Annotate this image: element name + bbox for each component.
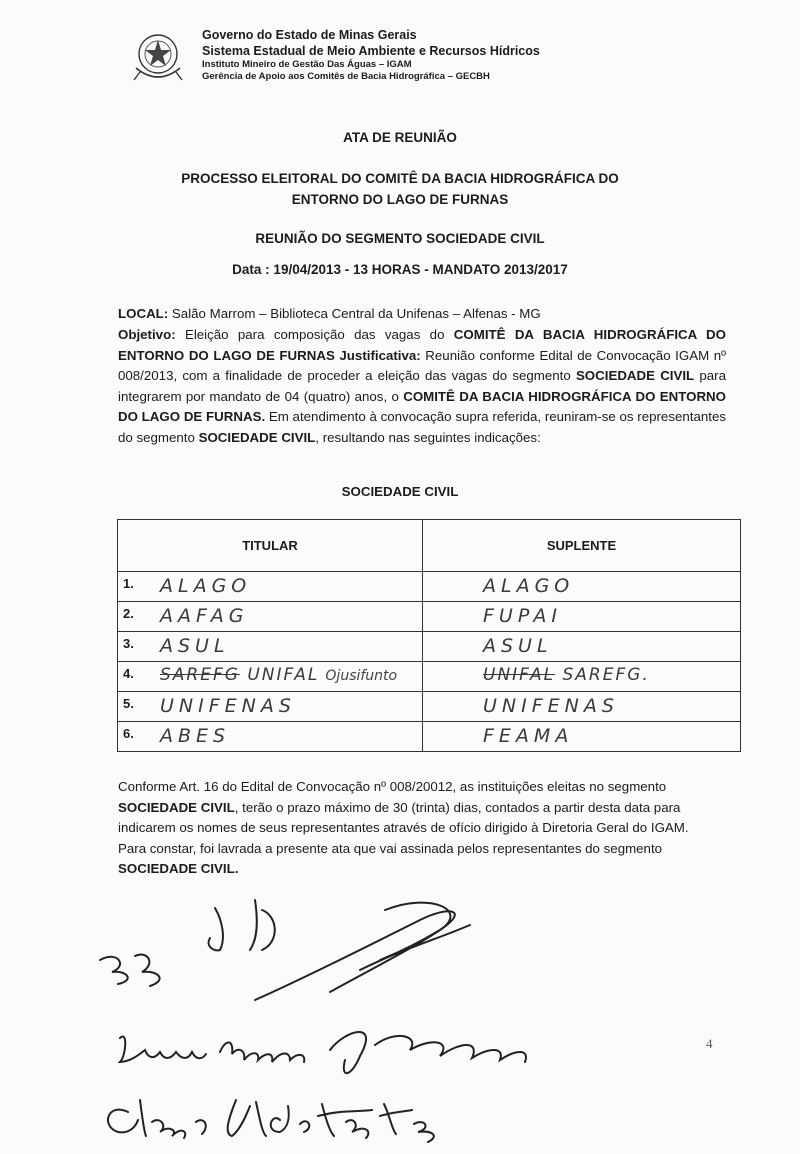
justification-text-4: , resultando nas seguintes indicações: <box>315 429 541 445</box>
meeting-location <box>118 304 726 325</box>
suplente-correction: SAREFG. <box>562 665 650 685</box>
titular-correction: UNIFAL <box>247 665 320 685</box>
table-row <box>118 722 741 752</box>
titular-cell <box>118 692 423 722</box>
deadline-paragraph <box>118 777 726 839</box>
deadline-text-2: , terão o prazo máximo de 30 (trinta) dias, contados a partir desta data para indicarem os nomes de seus representantes através de ofício dirigido à Diretoria Geral do IGAM. <box>118 799 689 835</box>
justification-text: Reunião conforme Edital de Convocação IGAM nº 008/2013, com a finalidade de proceder a eleição das vagas do segmento <box>118 347 726 383</box>
meeting-title: REUNIÃO DO SEGMENTO SOCIEDADE CIVIL <box>255 231 545 246</box>
signatures-area <box>0 880 800 1154</box>
titular-cell <box>118 632 423 662</box>
objective-committee: COMITÊ DA BACIA HIDROGRÁFICA DO ENTORNO DO LAGO DE FURNAS <box>118 327 726 363</box>
suplente-name: ALAGO <box>483 575 575 597</box>
table-row <box>118 572 741 602</box>
titular-name <box>160 665 397 685</box>
segment-name-2: SOCIEDADE CIVIL <box>198 429 316 445</box>
justification-text-2: para integrarem por mandato de 04 (quatro) anos, o <box>118 368 727 404</box>
suplente-cell <box>423 572 741 602</box>
row-number: 6. <box>123 726 134 741</box>
objective-text: Eleição para composição das vagas do <box>175 327 454 342</box>
struck-suplente: UNIFAL <box>483 665 556 685</box>
objective-label: Objetivo: <box>118 327 176 342</box>
column-suplente: SUPLENTE <box>423 520 741 572</box>
deadline-text: Conforme Art. 16 do Edital de Convocação nº 008/20012, as instituições eleitas no segmento <box>118 779 667 794</box>
table-row <box>118 632 741 662</box>
process-title-line2: ENTORNO DO LAGO DE FURNAS <box>291 192 509 207</box>
table-caption: SOCIEDADE CIVIL <box>341 484 459 499</box>
titular-name: ASUL <box>160 635 230 657</box>
table-row <box>118 692 741 722</box>
suplente-name: UNIFENAS <box>483 695 619 717</box>
header-system: Sistema Estadual de Meio Ambiente e Recursos Hídricos <box>202 43 540 58</box>
header-management: Gerência de Apoio aos Comitês de Bacia Hidrográfica – GECBH <box>202 71 490 83</box>
suplente-cell <box>423 662 741 692</box>
suplente-name: FUPAI <box>483 605 562 627</box>
header-government: Governo do Estado de Minas Gerais <box>202 28 417 42</box>
table-row <box>118 662 741 692</box>
statement-segment: SOCIEDADE CIVIL. <box>118 861 239 876</box>
suplente-cell <box>423 602 741 632</box>
deadline-segment: SOCIEDADE CIVIL <box>118 799 235 815</box>
titular-cell <box>118 572 423 602</box>
closing-text <box>118 777 726 880</box>
struck-titular: SAREFG <box>160 665 240 685</box>
suplente-name <box>483 665 650 685</box>
titular-cell <box>118 722 423 752</box>
justification-label: Justificativa: <box>334 347 421 363</box>
location-label: LOCAL: <box>118 306 169 321</box>
table-row <box>118 602 741 632</box>
signature-luana-fernandes <box>120 1036 304 1062</box>
row-number: 5. <box>123 696 134 711</box>
nominations-table <box>117 519 741 752</box>
row-number: 3. <box>123 636 134 651</box>
signature-3 <box>255 911 470 1000</box>
document-title: ATA DE REUNIÃO <box>343 130 457 145</box>
handwritten-note: Ojusifunto <box>325 668 398 684</box>
row-number: 2. <box>123 606 134 621</box>
titular-name: AAFAG <box>160 605 249 627</box>
suplente-cell <box>423 632 741 662</box>
process-title-line1: PROCESSO ELEITORAL DO COMITÊ DA BACIA HIDROGRÁFICA DO <box>181 171 619 186</box>
suplente-name: FEAMA <box>483 725 574 747</box>
location-value: Salão Marrom – Biblioteca Central da Unifenas – Alfenas - MG <box>168 306 541 321</box>
statement-text: Para constar, foi lavrada a presente ata que vai assinada pelos representantes do segmento <box>118 840 663 856</box>
signature-statement <box>118 839 726 880</box>
header-institute: Instituto Mineiro de Gestão Das Águas – IGAM <box>202 59 412 71</box>
segment-name: SOCIEDADE CIVIL <box>575 368 695 383</box>
column-titular: TITULAR <box>118 520 423 572</box>
titular-name: ALAGO <box>160 575 252 597</box>
signature-4 <box>330 903 526 1074</box>
titular-name: UNIFENAS <box>160 695 296 717</box>
row-number: 1. <box>123 576 134 591</box>
letterhead <box>130 28 590 90</box>
meeting-date: Data : 19/04/2013 - 13 HORAS - MANDATO 2013/2017 <box>232 262 568 277</box>
committee-name: COMITÊ DA BACIA HIDROGRÁFICA DO ENTORNO DO LAGO DE FURNAS. <box>118 388 726 424</box>
row-number: 4. <box>123 666 134 681</box>
signature-2 <box>100 955 160 986</box>
objective-paragraph <box>118 325 726 448</box>
titular-name: ABES <box>160 725 231 747</box>
minas-gerais-coat-of-arms-icon <box>130 28 186 86</box>
suplente-cell <box>423 692 741 722</box>
titular-cell <box>118 662 423 692</box>
suplente-cell <box>423 722 741 752</box>
suplente-name: ASUL <box>483 635 553 657</box>
table-header-row <box>118 520 741 572</box>
justification-text-3: Em atendimento à convocação supra referida, reuniram-se os representantes do segmento <box>118 409 726 445</box>
signature-clisson-alves-dos-santos <box>108 1100 434 1142</box>
page-number: 4 <box>706 1036 713 1051</box>
titular-cell <box>118 602 423 632</box>
signature-1 <box>209 900 275 950</box>
